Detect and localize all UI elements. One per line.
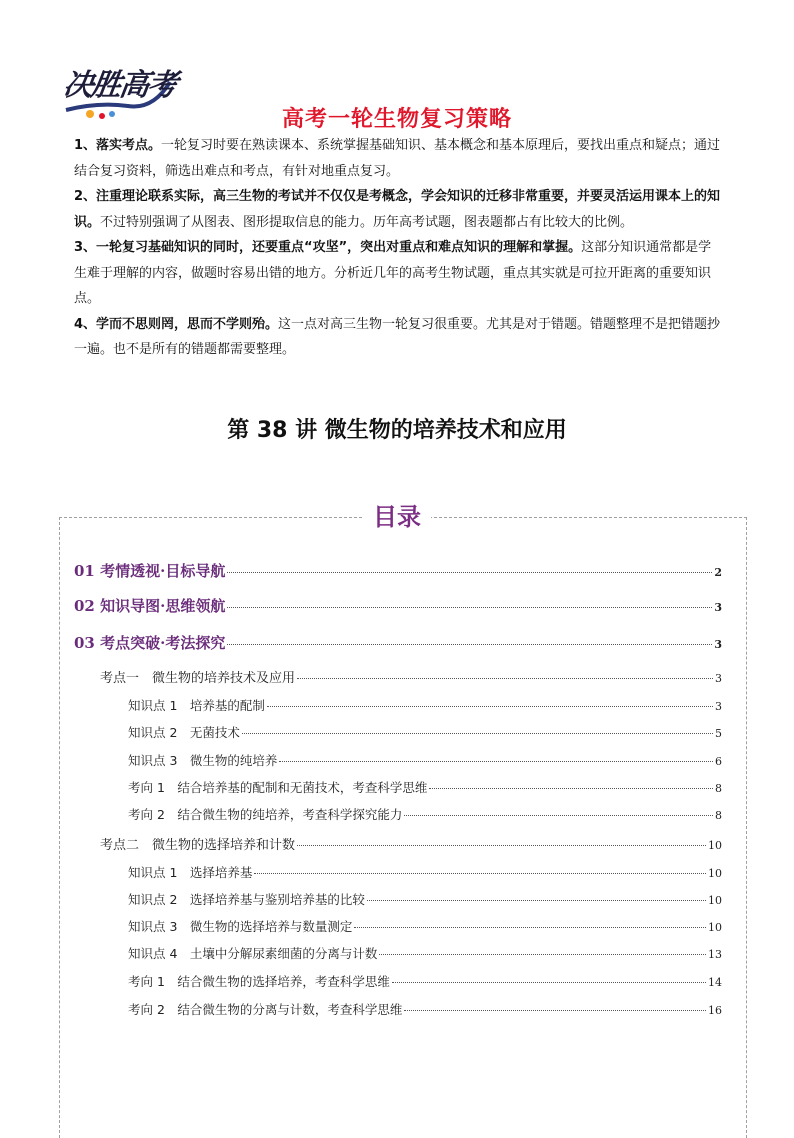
toc-entry[interactable]: 知识点 4 土壤中分解尿素细菌的分离与计数 13 [128,946,722,961]
toc-page-number: 3 [715,700,722,713]
toc-page-number: 10 [708,867,722,880]
toc-page-number: 10 [708,921,722,934]
intro-section [74,133,722,363]
toc-page-number: 2 [714,566,722,579]
intro-paragraph-2: 2、注重理论联系实际，高三生物的考试并不仅仅是考概念，学会知识的迁移非常重要，并要灵活运用课本上的知识。不过特别强调了从图表、图形提取信息的能力。历年高考试题，图表题都占有比较大的比例。 [74,189,721,230]
toc-entry[interactable]: 01 考情透视·目标导航 2 [74,562,722,580]
toc-entry[interactable]: 考点二 微生物的选择培养和计数 10 [100,838,722,853]
toc-entry[interactable]: 考向 1 结合培养基的配制和无菌技术，考查科学思维 8 [128,780,722,795]
toc-page-number: 10 [708,894,722,907]
toc-entry[interactable]: 考点一 微生物的培养技术及应用 3 [100,671,722,686]
toc-page-number: 6 [715,755,722,768]
toc-entry[interactable]: 知识点 2 无菌技术 5 [128,725,722,740]
toc-page-number: 3 [714,601,722,614]
toc-heading: 目录 [0,497,794,532]
toc-page-number: 8 [715,809,722,822]
toc-entry[interactable]: 知识点 3 微生物的选择培养与数量测定 10 [128,919,722,934]
lecture-title: 第 38 讲 微生物的培养技术和应用 [227,418,567,443]
intro-paragraph-3: 3、一轮复习基础知识的同时，还要重点“攻坚”，突出对重点和难点知识的理解和掌握。这部分知识通常都是学生难于理解的内容，做题时容易出错的地方。分析近几年的高考生物试题，重点其实就是可拉开距离的重要知识点。 [74,240,712,306]
toc-entry[interactable]: 考向 2 结合微生物的纯培养，考查科学探究能力 8 [128,807,722,822]
strategy-title: 高考一轮生物复习策略 [281,107,512,132]
toc-entry[interactable]: 考向 2 结合微生物的分离与计数，考查科学思维 16 [128,1002,722,1017]
toc-entry[interactable]: 知识点 1 选择培养基 10 [128,865,722,880]
toc-page-number: 8 [715,782,722,795]
toc-page-number: 3 [714,638,722,651]
toc-page-number: 13 [708,948,722,961]
toc-page-number: 5 [715,727,722,740]
toc-page-number: 10 [708,839,722,852]
intro-paragraph-1: 1、落实考点。一轮复习时要在熟读课本、系统掌握基础知识、基本概念和基本原理后，要找出重点和疑点；通过结合复习资料，筛选出难点和考点，有针对地重点复习。 [74,138,721,179]
toc-entry[interactable]: 03 考点突破·考法探究 3 [74,634,722,652]
toc-entry[interactable]: 知识点 2 选择培养基与鉴别培养基的比较 10 [128,892,722,907]
toc-entry[interactable]: 考向 1 结合微生物的选择培养，考查科学思维 14 [128,974,722,989]
toc-page-number: 16 [708,1004,722,1017]
logo-wordmark: 决胜高考 [61,68,178,103]
toc-entry[interactable]: 02 知识导图·思维领航 3 [74,597,722,615]
intro-paragraph-4: 4、学而不思则罔，思而不学则殆。这一点对高三生物一轮复习很重要。尤其是对于错题。错题整理不是把错题抄一遍。也不是所有的错题都需要整理。 [74,316,721,357]
toc-page-number: 14 [708,976,722,989]
toc-page-number: 3 [715,672,722,685]
toc-entry[interactable]: 知识点 1 培养基的配制 3 [128,698,722,713]
toc-entry[interactable]: 知识点 3 微生物的纯培养 6 [128,753,722,768]
